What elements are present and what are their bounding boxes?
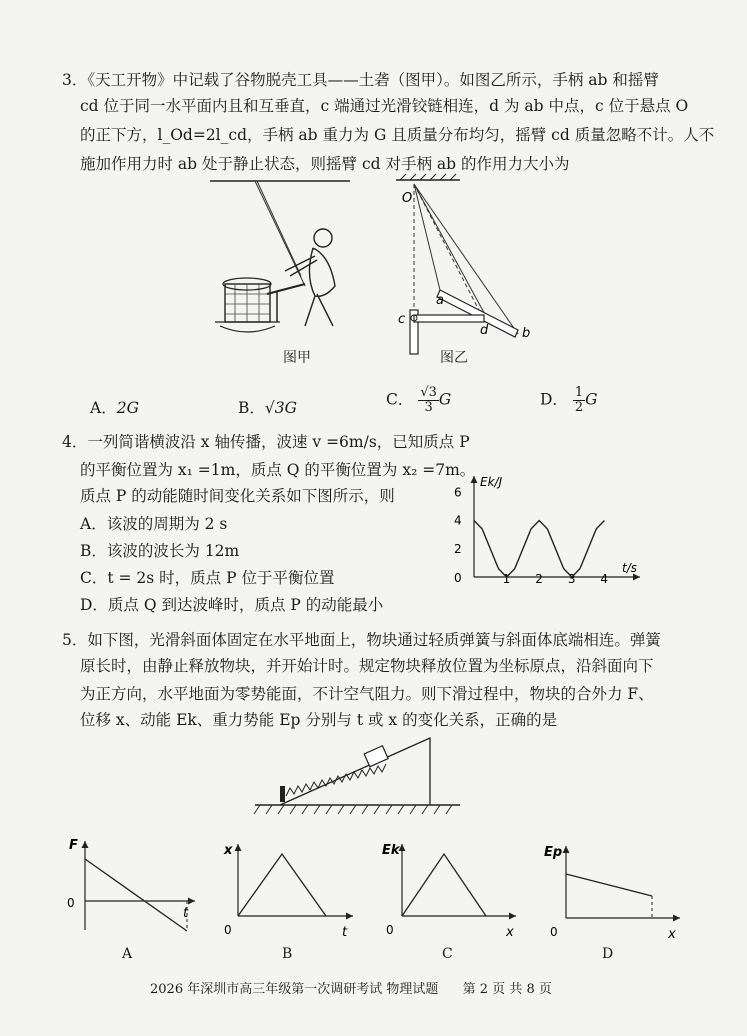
q5-line-4: 位移 x、动能 Ek、重力势能 Ep 分别与 t 或 x 的变化关系，正确的是 xyxy=(80,711,558,729)
graph-b xyxy=(218,838,368,938)
q3-option-b: B．√3G xyxy=(238,399,298,417)
chart-y-tick-2: 6 xyxy=(454,485,462,500)
q3-line-1: 3．《天工开物》中记载了谷物脱壳工具——土砻（图甲）。如图乙所示，手柄 ab 和摇臂 xyxy=(62,71,659,89)
q3-option-a: A．2G xyxy=(90,399,139,417)
q4-option-b: B．该波的波长为 12m xyxy=(80,542,240,560)
label-b: b xyxy=(522,326,531,341)
q3-line-3: 的正下方，l_Od=2l_cd，手柄 ab 重力为 G 且质量分布均匀，摇臂 cd 质量忽略不计。人不 xyxy=(80,126,715,144)
figure-yi-caption: 图乙 xyxy=(440,350,468,366)
svg-text:Ep: Ep xyxy=(544,845,563,860)
chart-series-ek xyxy=(474,521,604,577)
footer-page: 第 2 页 共 8 页 xyxy=(462,982,552,997)
chart-y-tick-1: 4 xyxy=(454,513,462,528)
chart-x-label: t/s xyxy=(622,561,637,575)
q4-line-3: 质点 P 的动能随时间变化关系如下图所示，则 xyxy=(80,487,395,505)
svg-text:x: x xyxy=(224,843,233,858)
svg-text:x: x xyxy=(668,927,676,940)
label-d: d xyxy=(480,323,489,338)
figure-jia-caption: 图甲 xyxy=(283,350,311,366)
svg-text:0: 0 xyxy=(224,923,232,937)
q5-line-2: 原长时，由静止释放物块，并开始计时。规定物块释放位置为坐标原点，沿斜面向下 xyxy=(80,657,654,675)
footer-exam: 2026 年深圳市高三年级第一次调研考试 物理试题 xyxy=(150,982,439,997)
svg-text:0: 0 xyxy=(550,925,558,939)
figure-jia-illustration xyxy=(205,176,355,346)
graph-b-caption: B xyxy=(282,946,293,962)
graph-d xyxy=(542,840,692,940)
svg-text:0: 0 xyxy=(67,896,75,910)
footer xyxy=(150,978,552,997)
q4-option-a: A．该波的周期为 2 s xyxy=(80,515,228,533)
chart-x-tick-1: 2 xyxy=(535,572,543,586)
chart-y-label: Ek/J xyxy=(480,475,503,489)
chart-y-tick-0: 2 xyxy=(454,541,462,556)
q3-option-d: D． $\frac{1}{2}$ G xyxy=(540,385,598,415)
q5-line-1: 5．如下图，光滑斜面体固定在水平地面上，物块通过轻质弹簧与斜面体底端相连。弹簧 xyxy=(62,631,661,649)
chart-x-tick-2: 3 xyxy=(567,572,576,586)
svg-text:t: t xyxy=(342,925,348,938)
q4-option-d: D．质点 Q 到达波峰时，质点 P 的动能最小 xyxy=(80,596,384,614)
label-c: c xyxy=(398,312,406,327)
svg-text:x: x xyxy=(506,925,514,938)
graph-c xyxy=(378,838,528,938)
q3-line-2: cd 位于同一水平面内且和互垂直，c 端通过光滑铰链相连，d 为 ab 中点，c 位于悬点 O xyxy=(80,97,689,115)
chart-x-tick-3: 4 xyxy=(600,572,609,586)
figure-yi-diagram xyxy=(388,172,538,357)
q3-option-c: C． $\frac{√3}{3}$ G xyxy=(386,385,452,415)
q4-line-1: 4．一列简谐横波沿 x 轴传播，波速 v =6m/s，已知质点 P xyxy=(62,433,470,451)
kinetic-energy-chart xyxy=(440,470,650,595)
label-O: O xyxy=(402,191,413,206)
graph-c-caption: C xyxy=(442,946,453,962)
svg-text:F: F xyxy=(69,838,78,853)
chart-x-tick-0: 1 xyxy=(502,572,511,586)
q3-line-4: 施加作用力时 ab 处于静止状态，则摇臂 cd 对手柄 ab 的作用力大小为 xyxy=(80,155,570,173)
q4-option-c: C．t = 2s 时，质点 P 位于平衡位置 xyxy=(80,569,335,587)
svg-text:0: 0 xyxy=(386,923,394,937)
chart-origin-label: 0 xyxy=(454,571,462,585)
incline-spring-diagram xyxy=(250,730,470,820)
graph-d-caption: D xyxy=(602,946,614,962)
graph-a-caption: A xyxy=(122,946,133,962)
label-a: a xyxy=(436,293,444,308)
q4-line-2: 的平衡位置为 x₁ =1m，质点 Q 的平衡位置为 x₂ =7m。 xyxy=(80,461,476,479)
graph-a xyxy=(55,835,205,935)
q5-line-3: 为正方向，水平地面为零势能面，不计空气阻力。则下滑过程中，物块的合外力 F、 xyxy=(80,685,654,703)
svg-text:t: t xyxy=(183,906,189,921)
svg-text:Ek: Ek xyxy=(382,843,400,858)
